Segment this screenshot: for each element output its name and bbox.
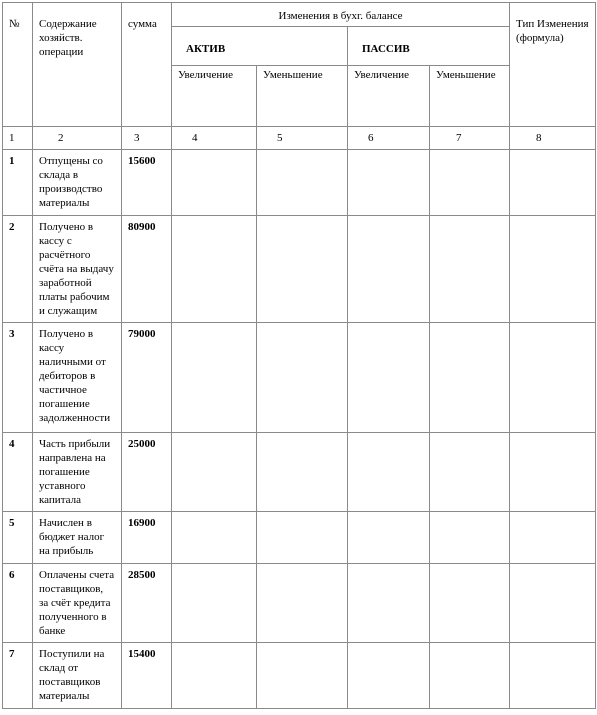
table-row	[3, 150, 596, 216]
aktiv-decrease-cell	[257, 323, 348, 433]
aktiv-increase-cell	[172, 433, 257, 512]
aktiv-increase-cell	[172, 643, 257, 709]
column-number: 4	[172, 127, 257, 150]
row-description: Отпущены со склада в производство материалы	[33, 150, 122, 216]
table-row	[3, 433, 596, 512]
aktiv-increase-cell	[172, 512, 257, 564]
header-passiv: ПАССИВ	[348, 27, 510, 66]
header-passiv-increase: Увеличение	[348, 66, 430, 127]
column-number: 8	[510, 127, 596, 150]
passiv-increase-cell	[348, 323, 430, 433]
row-description: Начислен в бюджет налог на прибыль	[33, 512, 122, 564]
header-number: №	[3, 3, 33, 127]
column-number: 2	[33, 127, 122, 150]
row-description: Получено в кассу с расчётного счёта на выдачу заработной платы рабочим и служащим	[33, 216, 122, 323]
header-passiv-decrease: Уменьшение	[430, 66, 510, 127]
passiv-increase-cell	[348, 643, 430, 709]
passiv-increase-cell	[348, 216, 430, 323]
row-sum: 16900	[122, 512, 172, 564]
row-sum: 15600	[122, 150, 172, 216]
header-content: Содержание хозяйств. операции	[33, 3, 122, 127]
aktiv-decrease-cell	[257, 512, 348, 564]
change-type-cell	[510, 433, 596, 512]
header-aktiv-decrease: Уменьшение	[257, 66, 348, 127]
row-description: Оплачены счета поставщиков, за счёт кредита полученного в банке	[33, 564, 122, 643]
table-row	[3, 643, 596, 709]
passiv-decrease-cell	[430, 323, 510, 433]
aktiv-decrease-cell	[257, 564, 348, 643]
header-aktiv: АКТИВ	[172, 27, 348, 66]
aktiv-decrease-cell	[257, 216, 348, 323]
aktiv-increase-cell	[172, 150, 257, 216]
row-description: Поступили на склад от поставщиков материалы	[33, 643, 122, 709]
table-row	[3, 564, 596, 643]
header-aktiv-increase: Увеличение	[172, 66, 257, 127]
column-number: 1	[3, 127, 33, 150]
passiv-increase-cell	[348, 564, 430, 643]
row-sum: 79000	[122, 323, 172, 433]
column-number-row	[3, 127, 596, 150]
row-number: 1	[3, 150, 33, 216]
passiv-decrease-cell	[430, 643, 510, 709]
table-row	[3, 512, 596, 564]
passiv-decrease-cell	[430, 512, 510, 564]
row-sum: 28500	[122, 564, 172, 643]
column-number: 3	[122, 127, 172, 150]
column-number: 5	[257, 127, 348, 150]
aktiv-increase-cell	[172, 564, 257, 643]
row-number: 3	[3, 323, 33, 433]
header-sum: сумма	[122, 3, 172, 127]
header-balance-changes: Изменения в бухг. балансе	[172, 3, 510, 27]
aktiv-decrease-cell	[257, 433, 348, 512]
row-sum: 15400	[122, 643, 172, 709]
passiv-decrease-cell	[430, 433, 510, 512]
change-type-cell	[510, 512, 596, 564]
change-type-cell	[510, 150, 596, 216]
row-description: Получено в кассу наличными от дебиторов в частичное погашение задолженности	[33, 323, 122, 433]
balance-changes-table	[2, 2, 596, 709]
passiv-increase-cell	[348, 150, 430, 216]
table-row	[3, 323, 596, 433]
aktiv-decrease-cell	[257, 643, 348, 709]
aktiv-increase-cell	[172, 216, 257, 323]
row-number: 4	[3, 433, 33, 512]
row-number: 5	[3, 512, 33, 564]
passiv-increase-cell	[348, 433, 430, 512]
column-number: 6	[348, 127, 430, 150]
header-change-type: Тип Изменения (формула)	[510, 3, 596, 127]
row-number: 7	[3, 643, 33, 709]
row-sum: 25000	[122, 433, 172, 512]
passiv-decrease-cell	[430, 564, 510, 643]
passiv-increase-cell	[348, 512, 430, 564]
table-row	[3, 216, 596, 323]
change-type-cell	[510, 564, 596, 643]
row-sum: 80900	[122, 216, 172, 323]
aktiv-increase-cell	[172, 323, 257, 433]
column-number: 7	[430, 127, 510, 150]
passiv-decrease-cell	[430, 150, 510, 216]
row-number: 6	[3, 564, 33, 643]
change-type-cell	[510, 323, 596, 433]
row-description: Часть прибыли направлена на погашение уставного капитала	[33, 433, 122, 512]
aktiv-decrease-cell	[257, 150, 348, 216]
change-type-cell	[510, 216, 596, 323]
change-type-cell	[510, 643, 596, 709]
row-number: 2	[3, 216, 33, 323]
passiv-decrease-cell	[430, 216, 510, 323]
